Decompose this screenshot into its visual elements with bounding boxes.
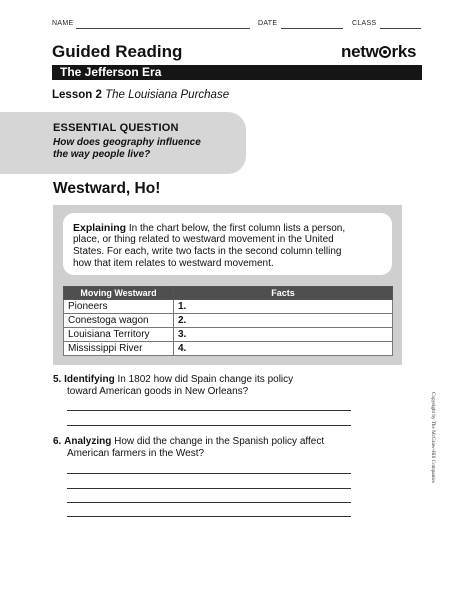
col-header-moving-westward: Moving Westward bbox=[64, 287, 174, 300]
fact-answer-cell[interactable]: 4. bbox=[174, 342, 393, 356]
instructions-lead: Explaining bbox=[73, 222, 127, 234]
answer-line[interactable] bbox=[67, 516, 351, 517]
lesson-title: The Louisiana Purchase bbox=[105, 89, 230, 101]
question-number: 5. bbox=[53, 374, 62, 385]
title-banner: The Jefferson Era bbox=[52, 65, 422, 80]
question-lead: Analyzing bbox=[64, 436, 112, 447]
class-label: CLASS bbox=[352, 20, 377, 27]
instructions-line-4: how that item relates to westward movement. bbox=[73, 258, 274, 269]
question-lead: Identifying bbox=[64, 374, 115, 385]
logo-o-icon bbox=[379, 46, 391, 58]
row-item: Pioneers bbox=[64, 300, 174, 314]
col-header-facts: Facts bbox=[174, 287, 393, 300]
question-number: 6. bbox=[53, 436, 62, 447]
instructions-line-3: States. For each, write two facts in the second column telling bbox=[73, 246, 342, 257]
essential-question-title: ESSENTIAL QUESTION bbox=[53, 122, 179, 134]
name-label: NAME bbox=[52, 20, 74, 27]
question-text: In 1802 how did Spain change its policy bbox=[117, 374, 294, 385]
lesson-label: Lesson 2 bbox=[52, 89, 102, 101]
section-title: Westward, Ho! bbox=[53, 180, 161, 197]
instructions-text-1: In the chart below, the first column lists a person, bbox=[128, 223, 346, 234]
logo-text-start: netw bbox=[341, 42, 379, 61]
instructions-line-2: place, or thing related to westward movement in the United bbox=[73, 234, 334, 245]
answer-line[interactable] bbox=[67, 425, 351, 426]
answer-line[interactable] bbox=[67, 488, 351, 489]
answer-line[interactable] bbox=[67, 473, 351, 474]
question-5-line-2: toward American goods in New Orleans? bbox=[67, 386, 249, 397]
table-row bbox=[64, 342, 393, 356]
essential-question-line-1: How does geography influence bbox=[53, 137, 201, 148]
answer-line[interactable] bbox=[67, 410, 351, 411]
class-field[interactable] bbox=[380, 28, 421, 29]
fact-answer-cell[interactable]: 2. bbox=[174, 314, 393, 328]
logo-text-end: rks bbox=[391, 42, 417, 61]
essential-question-line-2: the way people live? bbox=[53, 149, 151, 160]
table-header-row bbox=[64, 287, 393, 300]
row-item: Louisiana Territory bbox=[64, 328, 174, 342]
question-6 bbox=[53, 436, 324, 448]
networks-logo bbox=[341, 42, 416, 62]
row-item: Mississippi River bbox=[64, 342, 174, 356]
table-row bbox=[64, 328, 393, 342]
table-row bbox=[64, 300, 393, 314]
copyright-notice: Copyright by The McGraw-Hill Companies bbox=[430, 392, 436, 483]
date-label: DATE bbox=[258, 20, 278, 27]
fact-answer-cell[interactable]: 1. bbox=[174, 300, 393, 314]
lesson-heading bbox=[52, 89, 229, 101]
page-title: Guided Reading bbox=[52, 42, 183, 61]
question-5 bbox=[53, 374, 293, 386]
table-row bbox=[64, 314, 393, 328]
date-field[interactable] bbox=[281, 28, 343, 29]
name-field[interactable] bbox=[76, 28, 250, 29]
question-6-line-2: American farmers in the West? bbox=[67, 448, 205, 459]
answer-line[interactable] bbox=[67, 502, 351, 503]
facts-table bbox=[63, 286, 393, 356]
row-item: Conestoga wagon bbox=[64, 314, 174, 328]
question-text: How did the change in the Spanish policy affect bbox=[114, 436, 325, 447]
fact-answer-cell[interactable]: 3. bbox=[174, 328, 393, 342]
